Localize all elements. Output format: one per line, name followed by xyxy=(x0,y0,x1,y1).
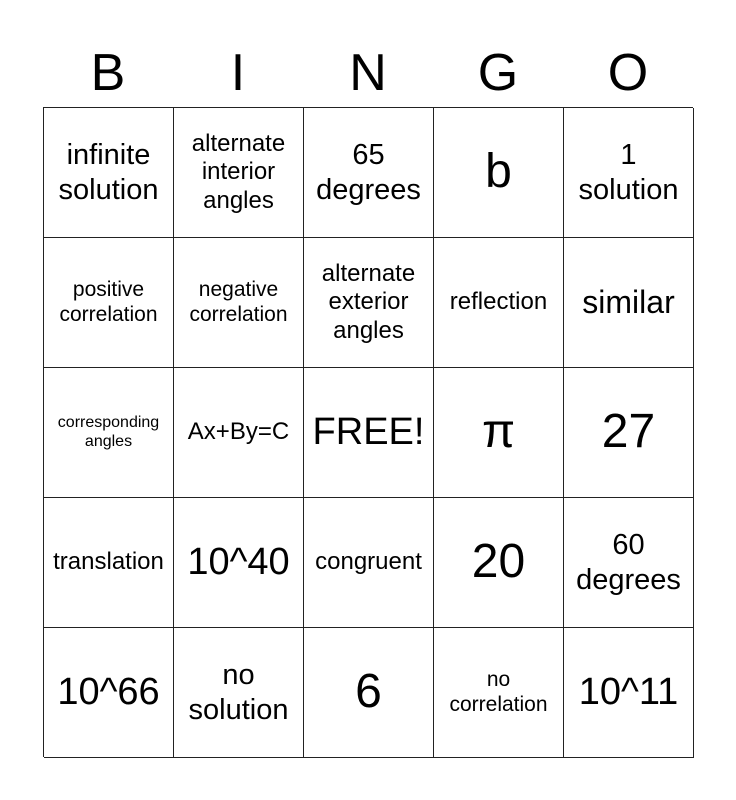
cell-text: alternate interior angles xyxy=(191,130,286,214)
header-letter-o: O xyxy=(607,44,649,102)
cell-text: 1 solution xyxy=(578,139,679,206)
bingo-cell[interactable] xyxy=(44,628,174,758)
cell-text: FREE! xyxy=(312,411,425,454)
bingo-cell[interactable] xyxy=(174,498,304,628)
bingo-cell[interactable] xyxy=(174,108,304,238)
bingo-cell[interactable] xyxy=(564,238,694,368)
bingo-cell[interactable] xyxy=(304,238,434,368)
cell-text: 20 xyxy=(471,535,526,589)
bingo-header xyxy=(43,42,693,104)
bingo-cell[interactable] xyxy=(174,628,304,758)
cell-text: 6 xyxy=(355,665,382,719)
bingo-cell[interactable] xyxy=(304,108,434,238)
bingo-cell[interactable] xyxy=(564,628,694,758)
header-letter-n: N xyxy=(349,44,387,102)
cell-text: infinite solution xyxy=(58,139,159,206)
cell-text: alternate exterior angles xyxy=(321,260,416,344)
bingo-cell-free[interactable] xyxy=(304,368,434,498)
header-letter-b: B xyxy=(90,44,126,102)
bingo-cell[interactable] xyxy=(564,498,694,628)
bingo-cell[interactable] xyxy=(174,368,304,498)
cell-text: 10^66 xyxy=(57,671,160,714)
cell-text: negative correlation xyxy=(189,277,288,326)
bingo-cell[interactable] xyxy=(564,108,694,238)
cell-text: reflection xyxy=(449,288,548,316)
cell-text: corresponding angles xyxy=(57,413,160,450)
cell-text: no correlation xyxy=(449,667,548,716)
bingo-cell[interactable] xyxy=(44,238,174,368)
bingo-cell[interactable] xyxy=(434,498,564,628)
bingo-cell[interactable] xyxy=(434,108,564,238)
bingo-cell[interactable] xyxy=(304,498,434,628)
bingo-cell[interactable] xyxy=(434,238,564,368)
bingo-cell[interactable] xyxy=(434,368,564,498)
cell-text: 27 xyxy=(601,405,656,459)
cell-text: 60 degrees xyxy=(576,529,681,596)
bingo-cell[interactable] xyxy=(44,108,174,238)
cell-text: 10^40 xyxy=(187,541,290,584)
cell-text: positive correlation xyxy=(59,277,158,326)
cell-text: no solution xyxy=(188,659,289,726)
bingo-cell[interactable] xyxy=(304,628,434,758)
cell-text: 10^11 xyxy=(578,671,679,714)
bingo-grid xyxy=(43,107,693,757)
cell-text: translation xyxy=(53,548,164,576)
cell-text: π xyxy=(481,405,516,459)
cell-text: congruent xyxy=(315,548,422,576)
bingo-cell[interactable] xyxy=(44,368,174,498)
header-letter-g: G xyxy=(477,44,519,102)
bingo-cell[interactable] xyxy=(434,628,564,758)
bingo-cell[interactable] xyxy=(174,238,304,368)
header-letter-i: I xyxy=(230,44,246,102)
bingo-cell[interactable] xyxy=(44,498,174,628)
bingo-cell[interactable] xyxy=(564,368,694,498)
cell-text: Ax+By=C xyxy=(187,418,290,446)
cell-text: similar xyxy=(582,283,675,320)
cell-text: b xyxy=(485,145,512,199)
cell-text: 65 degrees xyxy=(316,139,421,206)
